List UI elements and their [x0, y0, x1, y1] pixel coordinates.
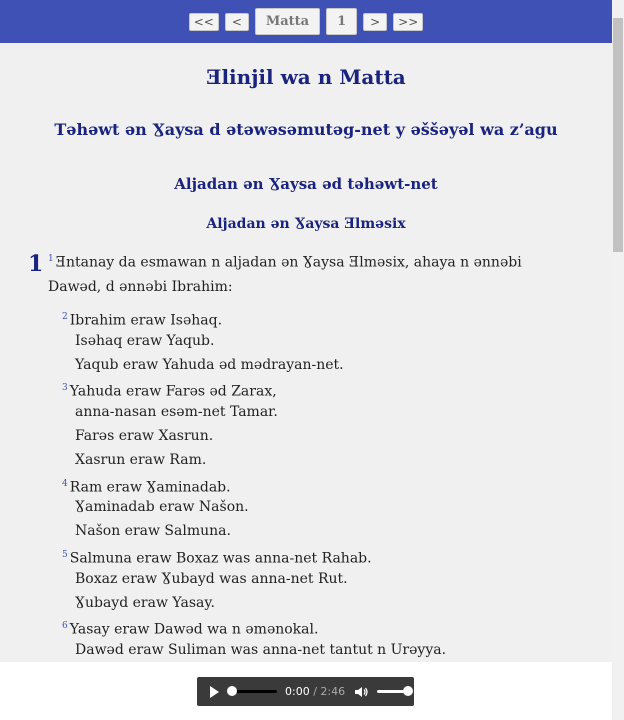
section-minor-title: Aljadan ən Ɣaysa Ǝlməsix [206, 216, 406, 232]
scrollbar-corner [612, 662, 624, 720]
chapter-number: 1 [28, 251, 44, 277]
verse-number: 1 [48, 254, 54, 264]
poetry-line-text: Boxaz eraw Ɣubayd was anna-net Rut. [75, 570, 348, 587]
poetry-line [62, 614, 582, 638]
poetry-line [62, 519, 582, 543]
poetry-line-text: Našon eraw Salmuna. [75, 523, 231, 540]
volume-knob[interactable] [403, 686, 413, 696]
poetry-line [62, 329, 582, 353]
poetry-line [62, 543, 582, 567]
book-selector-button[interactable]: Matta [255, 8, 320, 35]
top-navigation-bar [0, 0, 612, 43]
poetry-line [62, 495, 582, 519]
volume-icon[interactable] [355, 686, 369, 698]
poetry-line [62, 305, 582, 329]
verse-paragraph [48, 247, 558, 299]
poetry-line-text: Ɣaminadab eraw Našon. [75, 499, 249, 516]
next-chapter-button[interactable]: > [363, 13, 387, 31]
seek-slider[interactable] [231, 690, 277, 693]
duration: 2:46 [320, 685, 346, 698]
audio-player [197, 677, 414, 706]
poetry-line [62, 567, 582, 591]
poetry-line [62, 400, 582, 424]
poetry-line-text: Farəs eraw Xasrun. [75, 427, 214, 444]
verse-number: 5 [62, 549, 68, 560]
first-chapter-button[interactable]: << [189, 13, 219, 31]
poetry-line [62, 638, 582, 662]
poetry-line [62, 424, 582, 448]
section-subtitle: Aljadan ən Ɣaysa əd təhəwt-net [174, 175, 438, 193]
audio-bar [0, 662, 612, 720]
verse-number: 2 [62, 312, 68, 322]
previous-chapter-button[interactable]: < [225, 13, 249, 31]
poetry-line-text: Yahuda eraw Farəs əd Zarax, [69, 384, 277, 401]
poetry-line-text: Salmuna eraw Boxaz was anna-net Rahab. [69, 550, 372, 567]
time-separator: / [309, 685, 321, 698]
poetry-line-text: Ɣubayd eraw Yasay. [75, 594, 215, 611]
verse-number: 3 [62, 383, 68, 394]
poetry-line-text: Yaqub eraw Yahuda əd mədrayan-net. [75, 356, 344, 373]
book-title: Ǝlinjil wa n Matta [206, 65, 406, 89]
volume-slider[interactable] [377, 690, 409, 693]
verse-text: Ǝntanay da esmawan n aljadan ən Ɣaysa Ǝlməsix, ahaya n ənnəbi Dawəd, d ənnəbi Ibrahim: [48, 254, 522, 295]
time-display [285, 685, 345, 698]
poetry-line [62, 353, 582, 377]
poetry-line-text: Ibrahim eraw Isəhaq. [69, 312, 223, 329]
scrollbar-thumb[interactable] [613, 18, 623, 252]
poetry-line [62, 591, 582, 615]
poetry-line [62, 472, 582, 496]
poetry-line-text: Ram eraw Ɣaminadab. [69, 479, 231, 496]
poetry-block [62, 305, 582, 662]
last-chapter-button[interactable]: >> [393, 13, 423, 31]
current-time: 0:00 [285, 685, 310, 698]
seek-knob[interactable] [227, 686, 237, 696]
vertical-scrollbar[interactable] [612, 0, 624, 662]
poetry-line-text: anna-nasan esəm-net Tamar. [75, 404, 278, 421]
poetry-line-text: Yasay eraw Dawəd wa n əmənokal. [69, 622, 319, 639]
play-icon[interactable] [210, 686, 219, 698]
poetry-line [62, 448, 582, 472]
scripture-content [0, 43, 612, 662]
chapter-selector-button[interactable]: 1 [326, 8, 357, 35]
poetry-line-text: Isəhaq eraw Yaqub. [75, 332, 215, 349]
poetry-line-text: Xasrun eraw Ram. [75, 451, 207, 468]
poetry-line-text: Dawəd eraw Suliman was anna-net tantut n Urəyya. [75, 642, 447, 659]
section-title: Təhəwt ən Ɣaysa d ətəwəsəmutəg-net y əššəyəl wa z’agu [54, 120, 558, 139]
poetry-line [62, 376, 582, 400]
verse-number: 6 [62, 621, 68, 632]
verse-number: 4 [62, 478, 68, 489]
